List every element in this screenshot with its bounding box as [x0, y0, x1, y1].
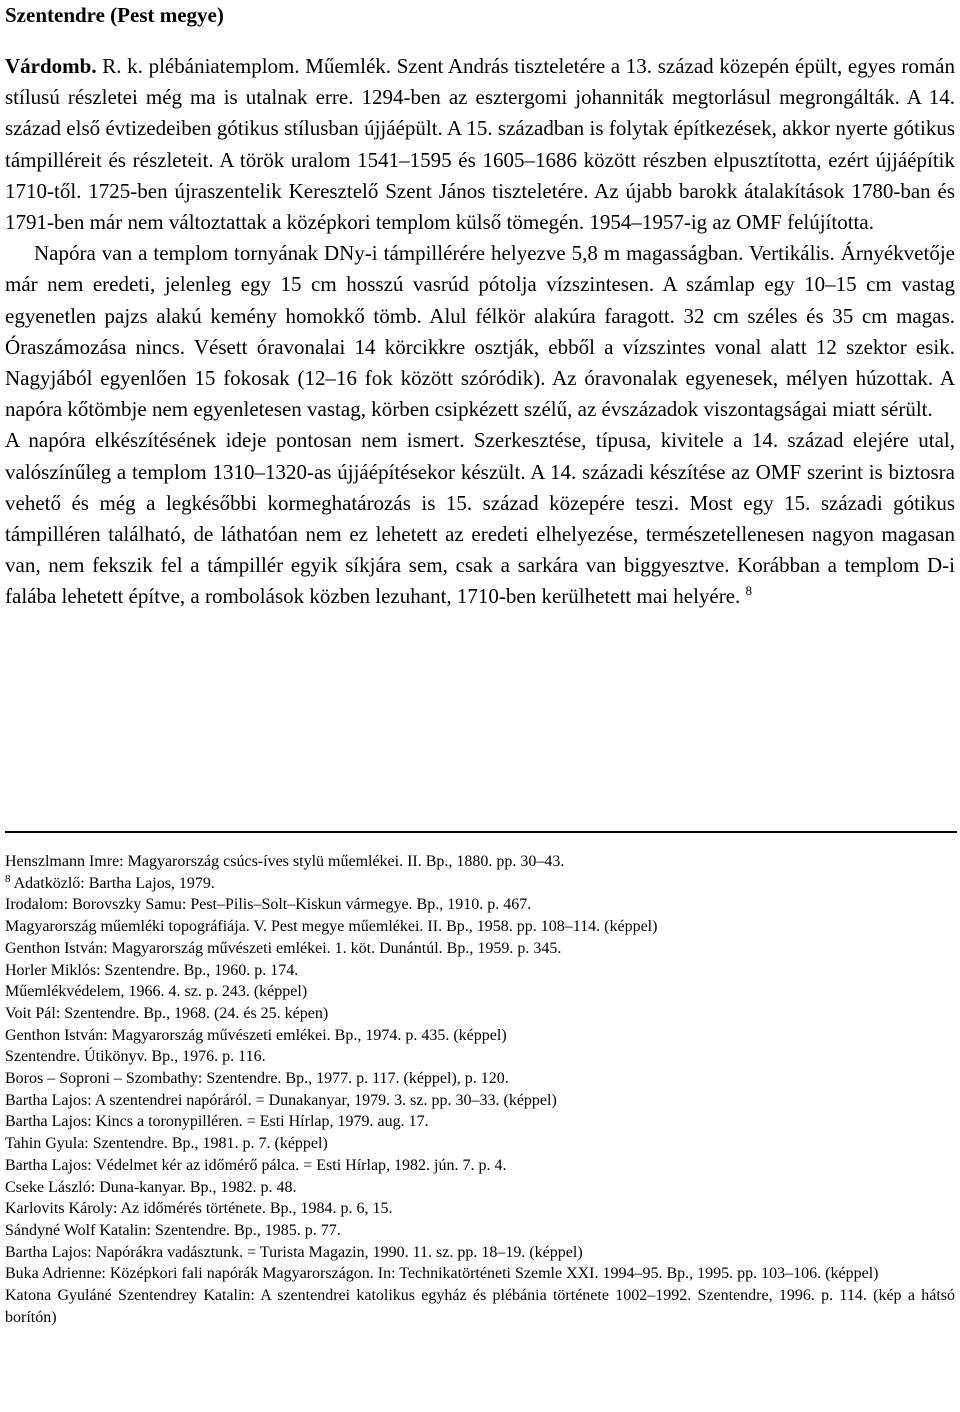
- reference-item: Magyarország műemléki topográfiája. V. Pest megye műemlékei. II. Bp., 1958. pp. 108–114. (képpel): [5, 918, 658, 936]
- reference-item: Bartha Lajos: A szentendrei napóráról. = Dunakanyar, 1979. 3. sz. pp. 30–33. (képpel): [5, 1091, 557, 1109]
- footnote-item: [5, 873, 955, 895]
- reference-item: Tahin Gyula: Szentendre. Bp., 1981. p. 7. (képpel): [5, 1135, 328, 1153]
- reference-item: Bartha Lajos: Napórákra vadásztunk. = Turista Magazin, 1990. 11. sz. pp. 18–19. (képpel): [5, 1243, 583, 1261]
- reference-item: Karlovits Károly: Az időmérés története. Bp., 1984. p. 6, 15.: [5, 1200, 393, 1218]
- reference-item: Szentendre. Útikönyv. Bp., 1976. p. 116.: [5, 1048, 266, 1066]
- reference-item: Bartha Lajos: Kincs a toronypilléren. = Esti Hírlap, 1979. aug. 17.: [5, 1113, 429, 1131]
- reference-list: [5, 851, 955, 1328]
- paragraph-sundial-description: Napóra van a templom tornyának DNy-i támpillérére helyezve 5,8 m magasságban. Vertikális. Árnyékvetője már nem eredeti, jelenleg egy 15 cm hosszú vasrúd pótolja vízszintesen. A számlap egy 10–15 cm vastag egyenetlen pajzs alakú kemény homokkő tömb. Alul félkör alakúra faragott. 32 cm széles és 35 cm magas. Óraszámozása nincs. Vésett óravonalai 14 körcikkre osztják, ebből a vízszintes vonal alatt 12 szektor esik. Nagyjából egyenlően 15 fokosak (12–16 fok között szóródik). Az óravonalak egyenesek, mélyen húzottak. A napóra kőtömbje nem egyenletesen vastag, körben csipkézett szélű, az évszázadok viszontagságai miatt sérült.: [5, 241, 955, 422]
- reference-item: Genthon István: Magyarország művészeti emlékei. Bp., 1974. p. 435. (képpel): [5, 1026, 507, 1044]
- reference-item: Cseke László: Duna-kanyar. Bp., 1982. p. 48.: [5, 1178, 297, 1196]
- reference-item: Katona Gyuláné Szentendrey Katalin: A szentendrei katolikus egyház és plébánia története 1002–1992. Szentendre, 1996. p. 114. (kép a hátsó borítón): [5, 1287, 955, 1326]
- footnote-text: Adatközlő: Bartha Lajos, 1979.: [13, 874, 215, 892]
- reference-item: Műemlékvédelem, 1966. 4. sz. p. 243. (képpel): [5, 983, 308, 1001]
- reference-item: Bartha Lajos: Védelmet kér az időmérő pálca. = Esti Hírlap, 1982. jún. 7. p. 4.: [5, 1156, 507, 1174]
- reference-item: Genthon István: Magyarország művészeti emlékei. 1. köt. Dunántúl. Bp., 1959. p. 345.: [5, 939, 562, 957]
- reference-item: Sándyné Wolf Katalin: Szentendre. Bp., 1985. p. 77.: [5, 1221, 341, 1239]
- reference-item: Boros – Soproni – Szombathy: Szentendre. Bp., 1977. p. 117. (képpel), p. 120.: [5, 1070, 509, 1088]
- footnote-marker: 8: [745, 583, 753, 599]
- footnote-number: 8: [5, 872, 11, 885]
- reference-item: Horler Miklós: Szentendre. Bp., 1960. p. 174.: [5, 961, 299, 979]
- footnote-divider: [5, 831, 957, 833]
- paragraph-dating: [5, 425, 955, 612]
- paragraph-history-text: R. k. plébániatemplom. Műemlék. Szent András tiszteletére a 13. század közepén épült, egyes román stílusú részletei még ma is utalnak erre. 1294-ben az esztergomi johanniták megtorlásul megrongálták. A 14. század első évtizedeiben gótikus stílusban újjáépült. A 15. században is folytak építkezések, akkor nyerte gótikus támpilléreit és részleteit. A török uralom 1541–1595 és 1605–1686 között részben elpusztította, ezért újjáépítik 1710-től. 1725-ben újraszentelik Keresztelő Szent János tiszteletére. Az újabb barokk átalakítások 1780-ban és 1791-ben már nem változtattak a középkori templom külső tömegén. 1954–1957-ig az OMF felújította.: [5, 54, 955, 235]
- paragraph-history: [5, 51, 955, 238]
- reference-item: Voit Pál: Szentendre. Bp., 1968. (24. és 25. képen): [5, 1004, 329, 1022]
- location-label: Várdomb.: [5, 54, 97, 78]
- reference-item: Irodalom: Borovszky Samu: Pest–Pilis–Solt–Kiskun vármegye. Bp., 1910. p. 467.: [5, 896, 532, 914]
- reference-item: Buka Adrienne: Középkori fali napórák Magyarországon. In: Technikatörténeti Szemle XXI. 1994–95. Bp., 1995. pp. 103–106. (képpel): [5, 1265, 879, 1283]
- paragraph-dating-text: A napóra elkészítésének ideje pontosan nem ismert. Szerkesztése, típusa, kivitele a 14. század elejére utal, valószínűleg a templom 1310–1320-as újjáépítésekor készült. A 14. századi készítése az OMF szerint is biztosra vehető és még a legkésőbbi kormeghatározás is 15. század közepére teszi. Most egy 15. századi gótikus támpilléren található, de láthatóan nem ez lehetett az eredeti elhelyezése, természetellenesen nagyon magasan van, nem fekszik fel a támpillér egyik síkjára sem, csak a sarkára van biggyesztve. Korábban a templom D-i falába lehetett építve, a rombolások közben lezuhant, 1710-ben kerülhetett mai helyére.: [5, 428, 955, 609]
- main-text: [5, 51, 955, 613]
- page-title: Szentendre (Pest megye): [5, 3, 224, 27]
- reference-item: Henszlmann Imre: Magyarország csúcs-íves stylü műemlékei. II. Bp., 1880. pp. 30–43.: [5, 853, 565, 870]
